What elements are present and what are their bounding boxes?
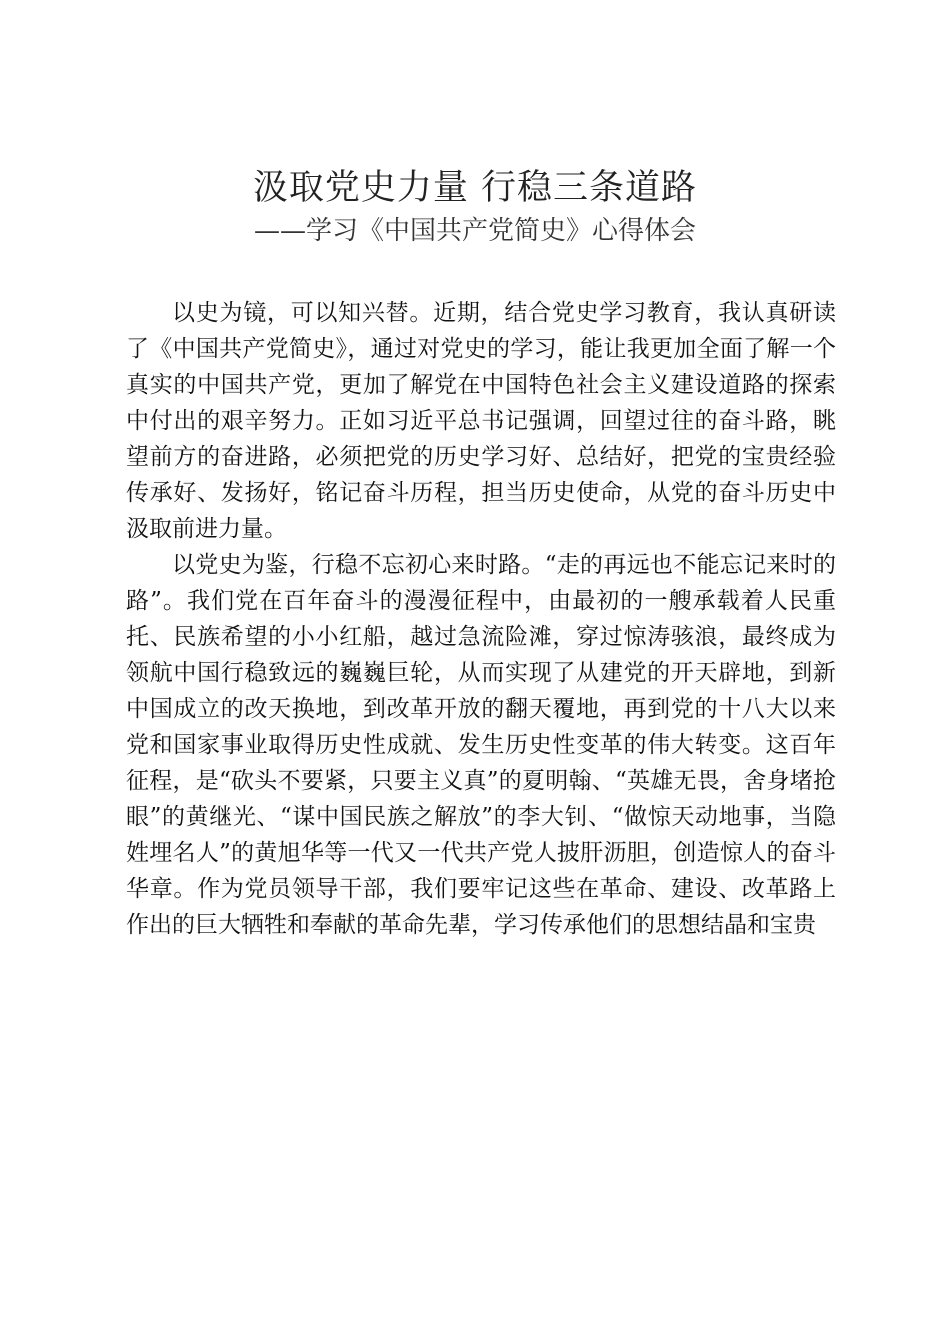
document-subtitle: ——学习《中国共产党简史》心得体会 (253, 216, 696, 246)
document-title: 汲取党史力量 行稳三条道路 (252, 168, 698, 208)
document-body (126, 295, 836, 943)
body-paragraph-1: 以史为镜，可以知兴替。近期，结合党史学习教育，我认真研读了《中国共产党简史》，通过对党史的学习，能让我更加全面了解一个真实的中国共产党，更加了解党在中国特色社会主义建设道路的探索中付出的艰辛努力。正如习近平总书记强调，回望过往的奋斗路，眺望前方的奋进路，必须把党的历史学习好、总结好，把党的宝贵经验传承好、发扬好，铭记奋斗历程，担当历史使命，从党的奋斗历史中汲取前进力量。 (126, 300, 836, 542)
body-paragraph-2: 以党史为鉴，行稳不忘初心来时路。“走的再远也不能忘记来时的路”。我们党在百年奋斗的漫漫征程中，由最初的一艘承载着人民重托、民族希望的小小红船，越过急流险滩，穿过惊涛骇浪，最终成为领航中国行稳致远的巍巍巨轮，从而实现了从建党的开天辟地，到新中国成立的改天换地，到改革开放的翻天覆地，再到党的十八大以来党和国家事业取得历史性成就、发生历史性变革的伟大转变。这百年征程，是“砍头不要紧，只要主义真”的夏明翰、“英雄无畏，舍身堵抢眼”的黄继光、“谋中国民族之解放”的李大钊、“做惊天动地事，当隐姓埋名人”的黄旭华等一代又一代共产党人披肝沥胆，创造惊人的奋斗华章。作为党员领导干部，我们要牢记这些在革命、建设、改革路上作出的巨大牺牲和奉献的革命先辈，学习传承他们的思想结晶和宝贵 (126, 552, 836, 938)
